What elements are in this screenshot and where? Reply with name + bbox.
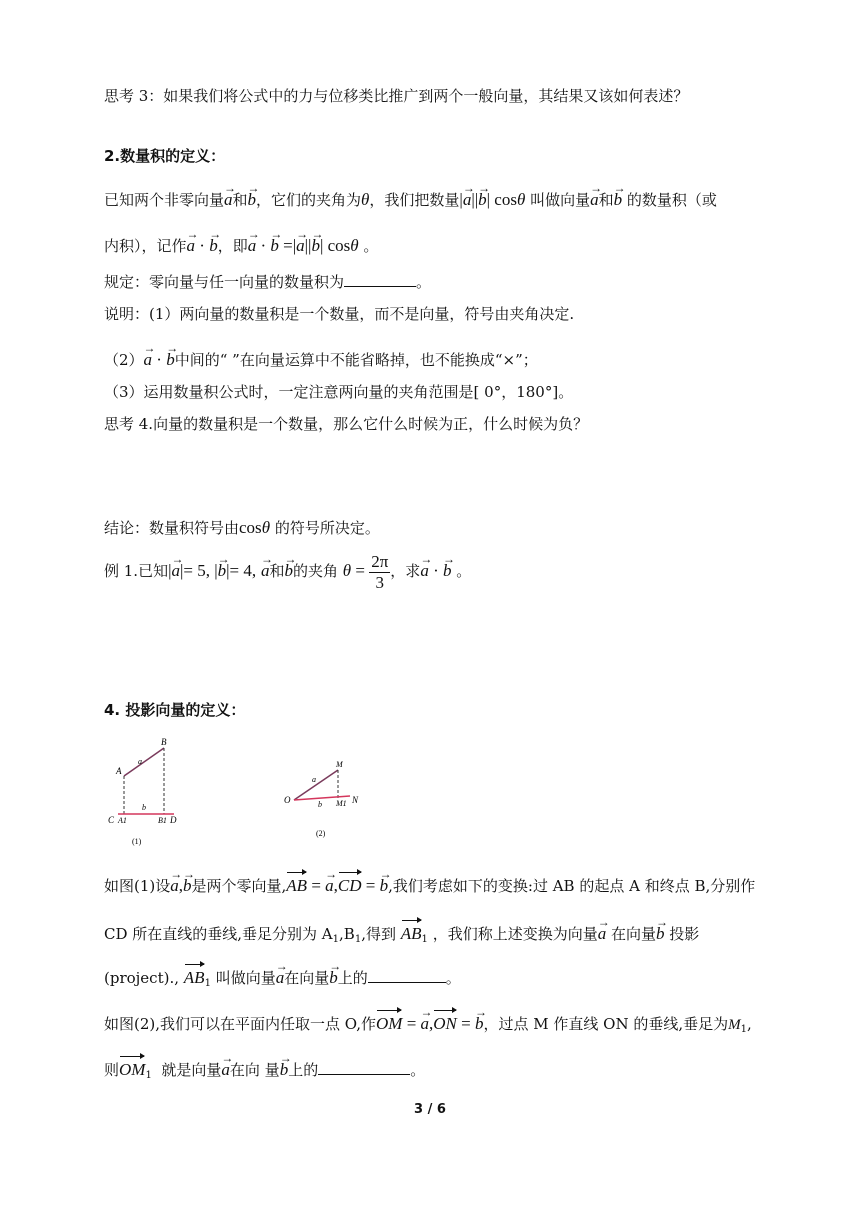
fig2-label-b-vector: b (318, 800, 322, 809)
fig1-label-a-point: A (116, 766, 122, 776)
fig1-label-a-vector: a (138, 757, 142, 766)
projection-figure-1 (104, 732, 224, 850)
projection-paragraph-line-3: (project)., $AB_1$ 叫做向量→ a在向量→ b上的 。 (104, 962, 461, 994)
fig2-caption: (2) (316, 829, 326, 838)
rule-zero-vector: 规定：零向量与任一向量的数量积为 。 (104, 273, 432, 291)
fig2-label-n: N (352, 795, 359, 805)
page-number: 3 / 6 (414, 1102, 446, 1117)
fig1-label-b-vector: b (142, 803, 146, 812)
fig1-label-b-point: B (161, 737, 167, 747)
vector-om (294, 770, 338, 800)
fig2-label-o: O (284, 795, 291, 805)
projection-paragraph-2-line-1: 如图(2),我们可以在平面内任取一点 O,作OM = → a,ON = → b，过点 M 作直线 ON 的垂线,垂足为$M_1$, (104, 1008, 752, 1040)
note-1: 说明：(1）两向量的数量积是一个数量，而不是向量，符号由夹角决定. (104, 305, 575, 323)
fraction-2pi-over-3: $\frac{2\pi}{3}$ (371, 551, 389, 592)
projection-figure-2 (282, 756, 374, 842)
definition-line-1: 已知两个非零向量→ a和→ b，它们的夹角为θ，我们把数量|→ a||→ b| cosθ 叫做向量→ a和→ b 的数量积（或 (104, 184, 717, 210)
answer-blank (318, 1060, 410, 1075)
fig2-label-m: M (336, 760, 343, 769)
think4-question: 思考 4.向量的数量积是一个数量，那么它什么时候为正，什么时候为负？ (104, 415, 589, 433)
fig1-label-c: C (108, 815, 115, 825)
section-4-title: 4. 投影向量的定义： (104, 701, 246, 719)
fig1-label-b1: B1 (158, 816, 167, 825)
answer-blank (344, 272, 416, 287)
fig2-label-a-vector: a (312, 775, 316, 784)
vector-ab (124, 748, 164, 776)
example-1: 例 1.已知|→ a|= 5, |→ b|= 4, → a和→ b的夹角 θ = $\frac{2\pi}{3}$ ，求→ a · → b 。 (104, 550, 471, 593)
fig1-label-a1: A1 (118, 816, 127, 825)
note-3: （3）运用数量积公式时，一定注意两向量的夹角范围是[ 0°，180°]。 (104, 383, 574, 401)
answer-blank (368, 968, 446, 983)
conclusion: 结论：数量积符号由cosθ 的符号所决定。 (104, 518, 380, 537)
note-2: （2）→ a · → b中间的“ ”在向量运算中不能省略掉，也不能换成“×”； (104, 344, 538, 370)
section-2-title: 2.数量积的定义： (104, 147, 226, 165)
definition-line-2: 内积），记作→ a · → b，即→ a · → b =|→ a||→ b| cosθ 。 (104, 230, 378, 256)
projection-paragraph-2-line-2: 则$OM_1$ 就是向量→ a在向 量→ b上的 。 (104, 1054, 425, 1086)
think3-question: 思考 3：如果我们将公式中的力与位移类比推广到两个一般向量，其结果又该如何表述？ (104, 87, 689, 105)
fig1-label-d: D (170, 815, 177, 825)
projection-paragraph-line-1: 如图(1)设→ a,→ b是两个零向量,AB = → a,CD = → b,我们考虑如下的变换:过 AB 的起点 A 和终点 B,分别作 (104, 870, 755, 896)
projection-paragraph-line-2: CD 所在直线的垂线,垂足分别为 $A_1,B_1$,得到 $AB_1$ ，我们称上述变换为向量→ a 在向量→ b 投影 (104, 918, 699, 950)
fig2-label-m1: M1 (336, 799, 347, 808)
fig1-caption: (1) (132, 837, 142, 846)
